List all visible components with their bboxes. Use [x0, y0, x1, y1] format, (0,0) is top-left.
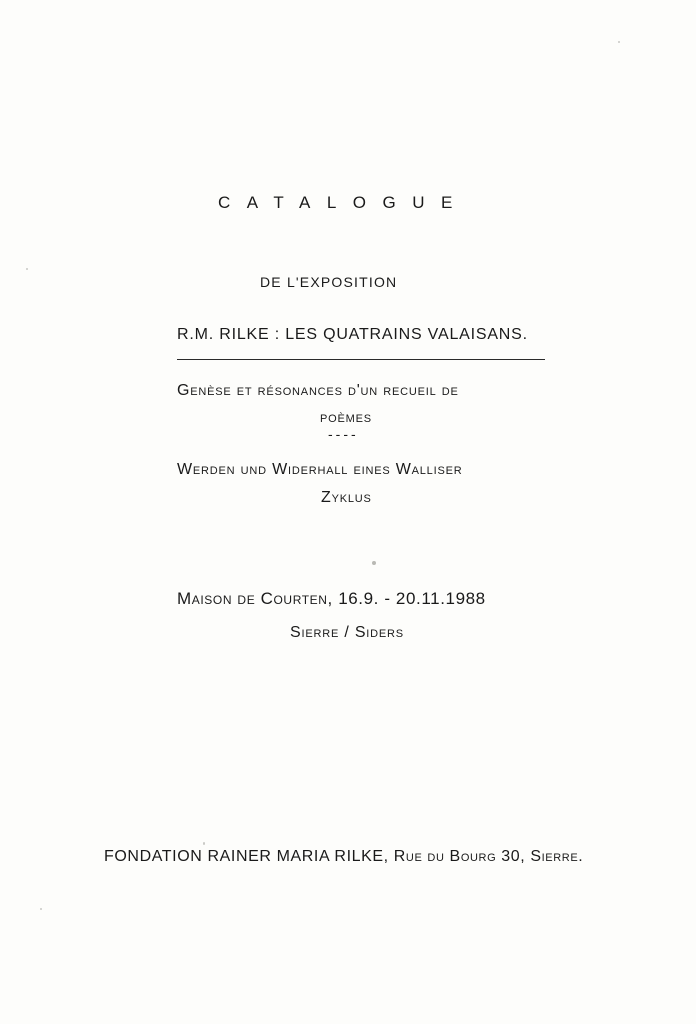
french-subtitle-line-2: poèmes	[320, 409, 372, 426]
venue-and-dates: Maison de Courten, 16.9. - 20.11.1988	[177, 589, 486, 608]
paper-speck	[203, 842, 205, 845]
city-line: Sierre / Siders	[290, 624, 404, 641]
german-subtitle-line-2: Zyklus	[321, 489, 372, 506]
paper-speck	[40, 908, 42, 910]
exhibition-title: R.M. RILKE : LES QUATRAINS VALAISANS.	[177, 326, 528, 343]
german-subtitle-line-1: Werden und Widerhall eines Walliser	[177, 461, 463, 478]
paper-speck	[618, 41, 620, 43]
foundation-address: FONDATION RAINER MARIA RILKE, Rue du Bourg 30, Sierre.	[104, 848, 584, 865]
separator-dashes: ----	[328, 426, 359, 442]
exposition-subtitle: DE L'EXPOSITION	[260, 274, 398, 290]
french-subtitle-line-1: Genèse et résonances d'un recueil de	[177, 382, 459, 399]
title-underline	[177, 359, 545, 360]
catalogue-title: CATALOGUE	[218, 193, 469, 212]
paper-speck	[26, 268, 28, 270]
decorative-dot	[372, 561, 376, 565]
